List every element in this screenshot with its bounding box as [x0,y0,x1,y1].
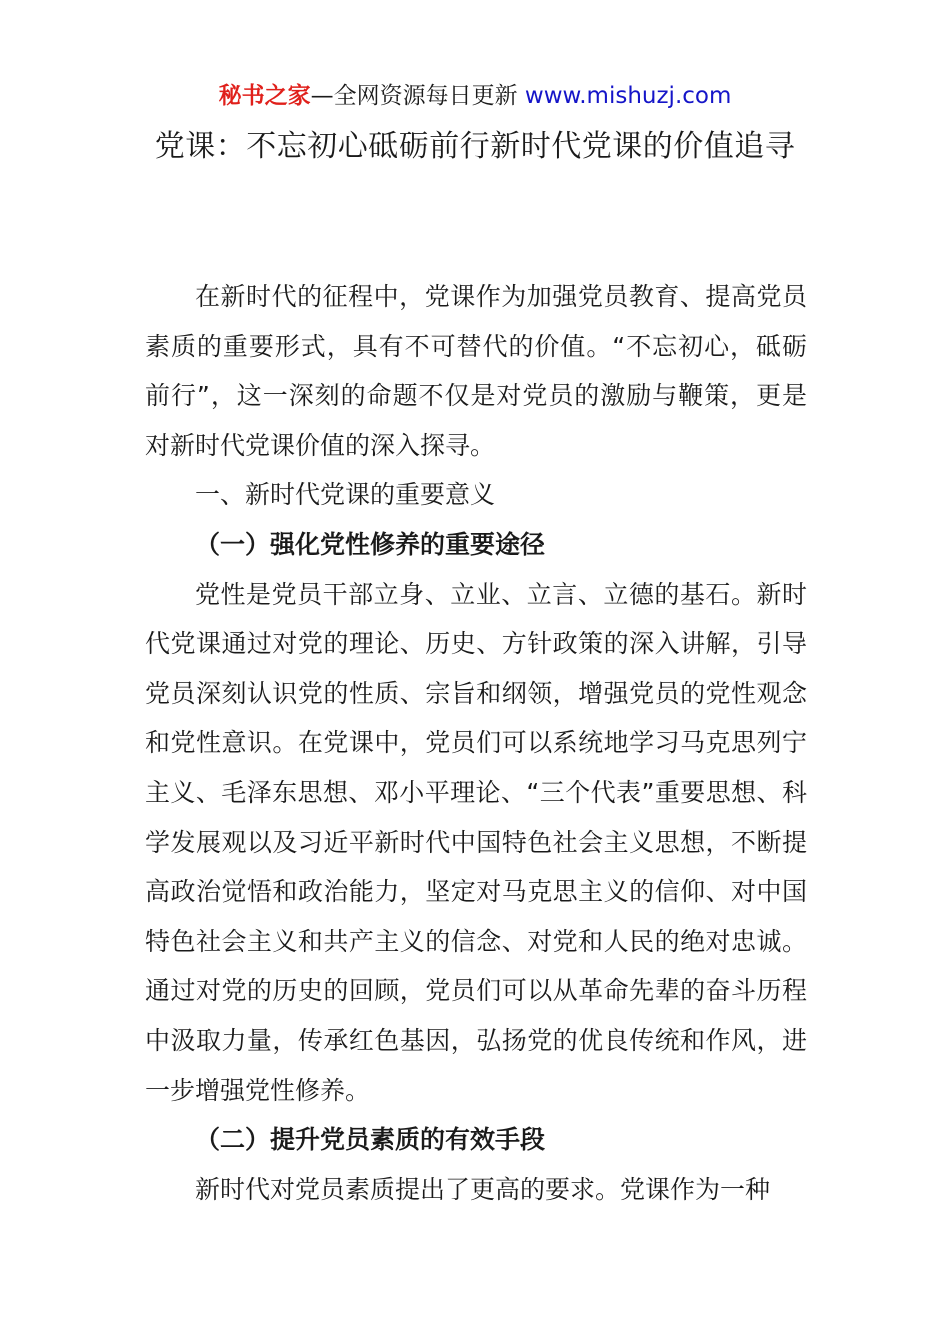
subsection-heading-2: （二）提升党员素质的有效手段 [195,1125,546,1155]
document-body [145,272,807,1214]
body-paragraph-1: 党性是党员干部立身、立业、立言、立德的基石。新时代党课通过对党的理论、历史、方针政策的深入讲解，引导党员深刻认识党的性质、宗旨和纲领，增强党员的党性观念和党性意识。在党课中，党员们可以系统地学习马克思列宁主义、毛泽东思想、邓小平理论、“三个代表”重要思想、科学发展观以及习近平新时代中国特色社会主义思想，不断提高政治觉悟和政治能力，坚定对马克思主义的信仰、对中国特色社会主义和共产主义的信念、对党和人民的绝对忠诚。通过对党的历史的回顾，党员们可以从革命先辈的奋斗历程中汲取力量，传承红色基因，弘扬党的优良传统和作风，进一步增强党性修养。 [145,579,807,1105]
document-title: 党课：不忘初心砥砺前行新时代党课的价值追寻 [154,129,796,164]
site-url: www.mishuzj.com [524,83,732,109]
brand-name: 秘书之家 [218,83,311,109]
intro-paragraph: 在新时代的征程中，党课作为加强党员教育、提高党员素质的重要形式，具有不可替代的价值。“不忘初心，砥砺前行”，这一深刻的命题不仅是对党员的激励与鞭策，更是对新时代党课价值的深入探寻。 [145,282,807,460]
section-heading-1: 一、新时代党课的重要意义 [195,480,496,510]
body-paragraph-2: 新时代对党员素质提出了更高的要求。党课作为一种 [195,1174,771,1204]
subsection-heading-1: （一）强化党性修养的重要途径 [195,529,546,559]
header-tagline: —全网资源每日更新 [310,83,525,109]
site-header [0,80,950,112]
